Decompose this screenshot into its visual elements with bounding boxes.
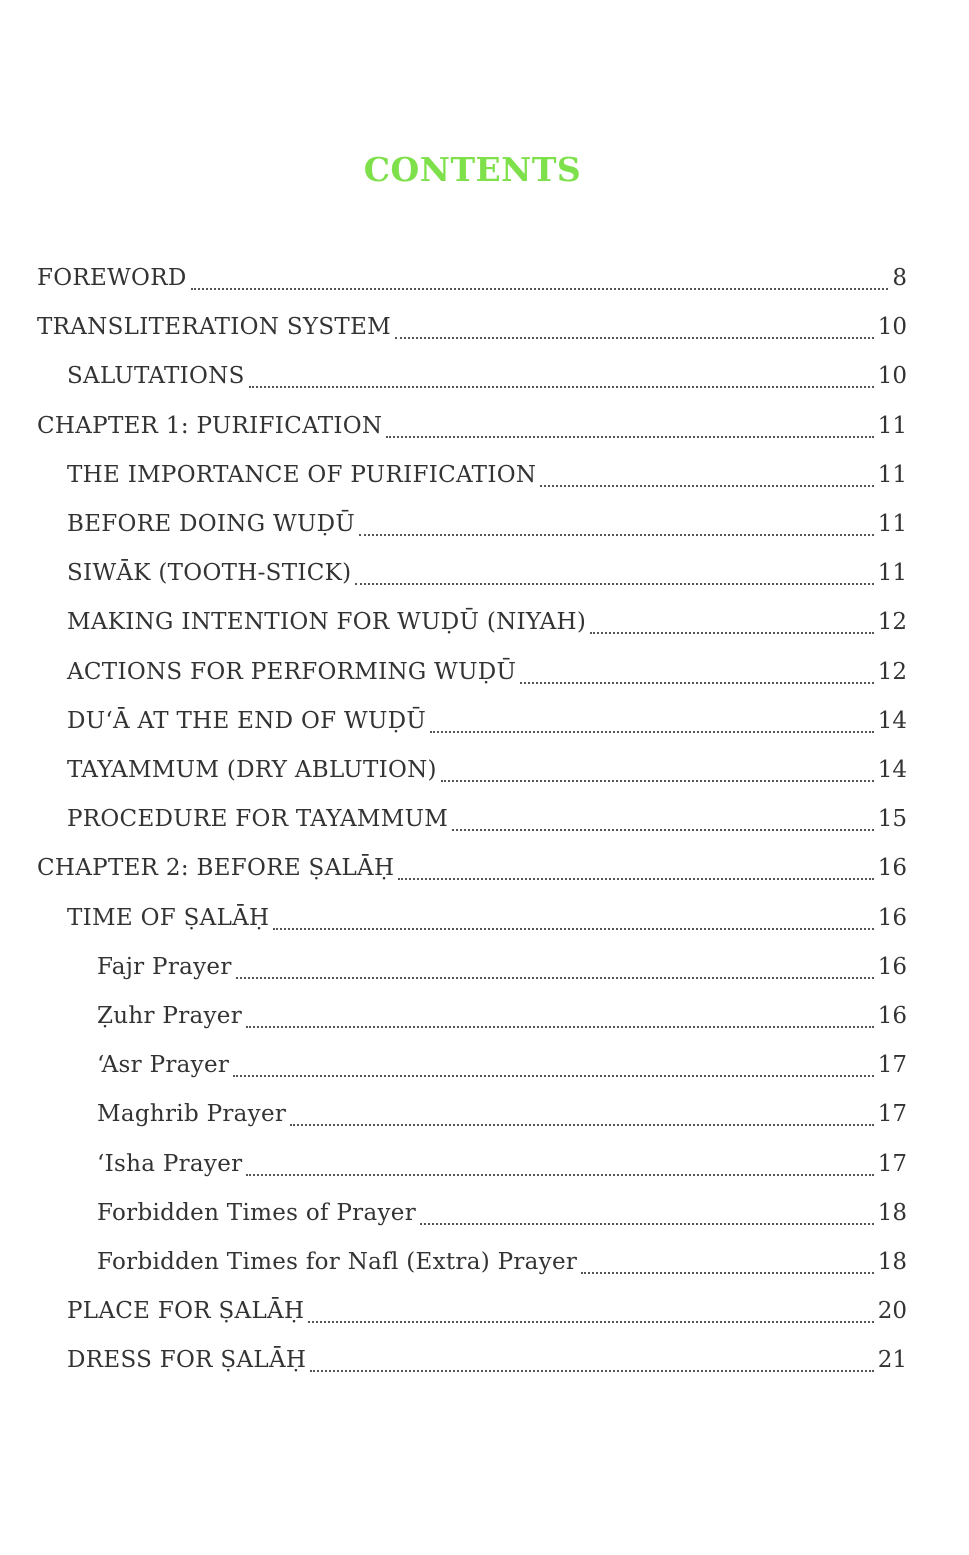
toc-entry-page-number: 16 [877,953,907,980]
toc-entry-page-number: 16 [877,855,907,882]
toc-entry[interactable] [37,307,907,347]
dot-leader [441,780,874,782]
toc-entry-page-number: 11 [877,560,907,587]
toc-entry-title: THE IMPORTANCE OF PURIFICATION [67,461,537,488]
toc-entry[interactable] [37,406,907,446]
toc-entry-title: TRANSLITERATION SYSTEM [37,314,392,341]
toc-entry[interactable] [67,553,907,593]
toc-entry[interactable] [67,455,907,495]
toc-entry-title: PROCEDURE FOR TAYAMMUM [67,806,449,833]
toc-entry-page-number: 12 [877,658,907,685]
toc-entry[interactable] [67,652,907,692]
dot-leader [540,485,873,487]
toc-entry[interactable] [97,996,907,1036]
dot-leader [191,288,889,290]
toc-entry[interactable] [67,701,907,741]
toc-entry[interactable] [67,799,907,839]
dot-leader [246,1026,874,1028]
toc-entry-title: DRESS FOR ṢALĀḤ [67,1347,307,1374]
toc-entry-title: Fajr Prayer [97,953,232,980]
toc-entry-page-number: 14 [877,707,907,734]
toc-entry-page-number: 10 [877,314,907,341]
toc-entry[interactable] [97,1193,907,1233]
toc-entry-page-number: 15 [877,806,907,833]
dot-leader [590,632,874,634]
toc-entry-title: PLACE FOR ṢALĀḤ [67,1298,305,1325]
dot-leader [581,1272,874,1274]
toc-entry-page-number: 20 [877,1298,907,1325]
toc-entry-page-number: 11 [877,412,907,439]
toc-entry-title: BEFORE DOING WUḌŪ [67,511,356,537]
dot-leader [246,1174,873,1176]
dot-leader [236,977,874,979]
page-title: CONTENTS [363,150,582,190]
toc-entry-title: FOREWORD [37,265,187,291]
toc-entry-page-number: 18 [877,1199,907,1226]
dot-leader [452,829,874,831]
toc-entry-page-number: 11 [877,511,907,537]
dot-leader [359,534,874,536]
dot-leader [386,436,873,438]
dot-leader [520,682,873,684]
toc-entry-title: SIWĀK (TOOTH-STICK) [67,560,352,587]
dot-leader [398,878,873,880]
toc-entry[interactable] [97,1144,907,1184]
toc-entry[interactable] [67,504,907,544]
dot-leader [310,1370,874,1372]
dot-leader [395,337,874,339]
toc-entry[interactable] [67,750,907,790]
toc-entry-page-number: 14 [877,757,907,783]
toc-entry-page-number: 17 [877,1150,907,1177]
toc-entry-title: DU‘Ā AT THE END OF WUḌŪ [67,707,427,734]
dot-leader [420,1223,874,1225]
dot-leader [290,1124,874,1126]
toc-entry[interactable] [37,848,907,888]
toc-entry-title: ACTIONS FOR PERFORMING WUḌŪ [67,658,517,685]
dot-leader [430,731,874,733]
toc-entry-page-number: 16 [877,904,907,931]
toc-entry-title: Forbidden Times of Prayer [97,1199,416,1226]
toc-entry[interactable] [97,947,907,987]
toc-entry-title: ‘Asr Prayer [97,1052,230,1079]
toc-entry-page-number: 16 [877,1003,907,1029]
toc-entry-title: TIME OF ṢALĀḤ [67,904,270,931]
dot-leader [249,386,874,388]
toc-entry-title: Maghrib Prayer [97,1101,287,1128]
toc-entry-title: MAKING INTENTION FOR WUḌŪ (NIYAH) [67,609,587,636]
toc-entry[interactable] [67,1340,907,1380]
dot-leader [273,928,873,930]
toc-entry[interactable] [67,898,907,938]
toc-entry[interactable] [37,258,907,298]
toc-entry-page-number: 17 [877,1052,907,1079]
toc-entry[interactable] [67,602,907,642]
toc-entry-title: ‘Isha Prayer [97,1150,243,1177]
dot-leader [355,583,873,585]
toc-entry-title: CHAPTER 1: PURIFICATION [37,412,383,439]
toc-entry[interactable] [67,356,907,396]
dot-leader [308,1321,873,1323]
toc-entry-page-number: 18 [877,1249,907,1275]
toc-entry-page-number: 17 [877,1101,907,1128]
toc-entry-page-number: 10 [877,363,907,390]
toc-entry[interactable] [97,1045,907,1085]
dot-leader [233,1075,874,1077]
toc-entry-page-number: 21 [877,1347,907,1374]
toc-entry[interactable] [97,1242,907,1282]
toc-entry[interactable] [67,1291,907,1331]
toc-entry[interactable] [97,1094,907,1134]
toc-entry-title: CHAPTER 2: BEFORE ṢALĀḤ [37,855,395,882]
toc-entry-title: SALUTATIONS [67,363,245,390]
toc-entry-page-number: 12 [877,609,907,636]
toc-entry-title: Forbidden Times for Nafl (Extra) Prayer [97,1249,578,1275]
toc-entry-page-number: 11 [877,461,907,488]
toc-entry-page-number: 8 [892,265,907,291]
toc-entry-title: Ẓuhr Prayer [97,1003,242,1029]
toc-entry-title: TAYAMMUM (DRY ABLUTION) [67,757,437,783]
